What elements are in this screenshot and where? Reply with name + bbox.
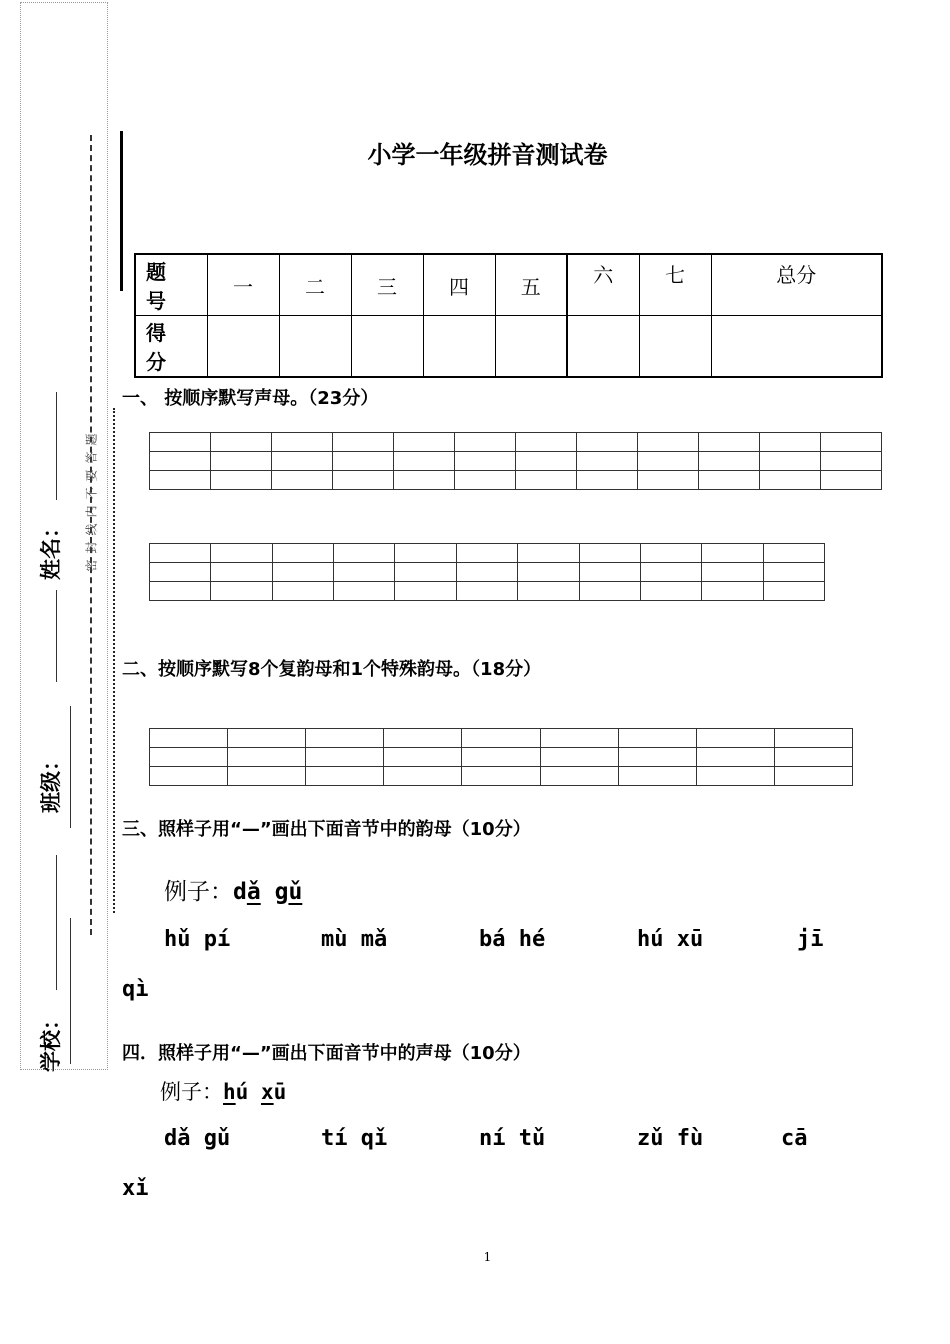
example-4 xyxy=(160,1076,286,1106)
grid-cell[interactable] xyxy=(462,729,540,748)
grid-cell[interactable] xyxy=(455,452,516,471)
score-cell[interactable] xyxy=(423,316,495,378)
grid-row xyxy=(150,767,853,786)
grid-cell[interactable] xyxy=(395,544,456,563)
syllable: zǔ fù xyxy=(637,1126,704,1151)
grid-cell[interactable] xyxy=(456,563,517,582)
grid-cell[interactable] xyxy=(516,452,577,471)
grid-cell[interactable] xyxy=(518,563,579,582)
grid-cell[interactable] xyxy=(579,544,640,563)
name-underline xyxy=(56,392,57,500)
example-syllable-initial: d xyxy=(233,879,247,905)
example-label: 例子： xyxy=(164,879,233,905)
grid-cell[interactable] xyxy=(462,748,540,767)
grid-cell[interactable] xyxy=(306,767,384,786)
example-syllable-final: ú xyxy=(235,1080,249,1104)
grid-cell[interactable] xyxy=(638,452,699,471)
grid-cell[interactable] xyxy=(577,452,638,471)
grid-cell[interactable] xyxy=(456,544,517,563)
grid-cell[interactable] xyxy=(518,582,579,601)
header-q1: 一 xyxy=(207,254,279,316)
score-header-row xyxy=(135,254,882,316)
grid-cell[interactable] xyxy=(272,452,333,471)
grid-cell[interactable] xyxy=(395,582,456,601)
grid-cell[interactable] xyxy=(150,748,228,767)
grid-cell[interactable] xyxy=(211,563,272,582)
grid-cell[interactable] xyxy=(228,729,306,748)
grid-cell[interactable] xyxy=(516,471,577,490)
grid-cell[interactable] xyxy=(150,729,228,748)
grid-cell[interactable] xyxy=(306,729,384,748)
grid-cell[interactable] xyxy=(150,582,211,601)
writing-grid-3[interactable] xyxy=(149,728,853,786)
score-cell[interactable] xyxy=(639,316,711,378)
grid-cell[interactable] xyxy=(763,544,824,563)
section-4-heading: 四．照样子用“—”画出下面音节中的声母（10分） xyxy=(122,1043,531,1064)
grid-cell[interactable] xyxy=(577,433,638,452)
name-underline-lower xyxy=(56,590,57,682)
example-syllable-final-underlined: ǎ xyxy=(246,879,261,905)
grid-cell[interactable] xyxy=(228,748,306,767)
grid-cell[interactable] xyxy=(640,563,701,582)
grid-cell[interactable] xyxy=(334,544,395,563)
grid-cell[interactable] xyxy=(333,471,394,490)
grid-cell[interactable] xyxy=(702,582,763,601)
example-syllable-initial-underlined: x xyxy=(260,1080,274,1104)
score-table xyxy=(134,253,883,378)
grid-cell[interactable] xyxy=(394,433,455,452)
grid-cell[interactable] xyxy=(760,471,821,490)
grid-cell[interactable] xyxy=(774,767,852,786)
syllable: xǐ xyxy=(122,1176,149,1201)
syllable: mù mǎ xyxy=(321,927,388,952)
grid-cell[interactable] xyxy=(395,563,456,582)
header-q6: 六 xyxy=(567,254,639,316)
grid-cell[interactable] xyxy=(821,433,882,452)
example-label: 例子： xyxy=(160,1080,223,1104)
header-q4: 四 xyxy=(423,254,495,316)
score-label: 得 分 xyxy=(135,316,207,378)
grid-row xyxy=(150,433,882,452)
school-label: 学校： xyxy=(39,1009,63,1072)
grid-cell[interactable] xyxy=(821,452,882,471)
grid-cell[interactable] xyxy=(228,767,306,786)
grid-row xyxy=(150,729,853,748)
grid-cell[interactable] xyxy=(333,452,394,471)
syllable: jī xyxy=(797,927,824,952)
grid-cell[interactable] xyxy=(516,433,577,452)
grid-cell[interactable] xyxy=(150,563,211,582)
grid-cell[interactable] xyxy=(150,471,211,490)
syllable: bá hé xyxy=(479,927,546,952)
grid-cell[interactable] xyxy=(699,452,760,471)
grid-cell[interactable] xyxy=(211,471,272,490)
grid-cell[interactable] xyxy=(211,544,272,563)
grid-cell[interactable] xyxy=(384,729,462,748)
header-q5: 五 xyxy=(495,254,567,316)
syllable: dǎ gǔ xyxy=(164,1126,231,1151)
header-q2: 二 xyxy=(279,254,351,316)
grid-cell[interactable] xyxy=(618,729,696,748)
class-label: 班级： xyxy=(39,750,63,813)
grid-cell[interactable] xyxy=(699,471,760,490)
school-underline xyxy=(70,918,71,1064)
score-value-row xyxy=(135,316,882,378)
grid-cell[interactable] xyxy=(334,563,395,582)
grid-cell[interactable] xyxy=(618,767,696,786)
header-q3: 三 xyxy=(351,254,423,316)
grid-cell[interactable] xyxy=(579,563,640,582)
page-title: 小学一年级拼音测试卷 xyxy=(367,141,608,169)
score-cell[interactable] xyxy=(351,316,423,378)
grid-cell[interactable] xyxy=(763,563,824,582)
question-number-label: 题 号 xyxy=(135,254,207,316)
example-3 xyxy=(164,873,302,906)
grid-cell[interactable] xyxy=(577,471,638,490)
grid-cell[interactable] xyxy=(455,433,516,452)
grid-cell[interactable] xyxy=(763,582,824,601)
grid-cell[interactable] xyxy=(394,452,455,471)
grid-cell[interactable] xyxy=(150,433,211,452)
grid-cell[interactable] xyxy=(394,471,455,490)
grid-cell[interactable] xyxy=(696,748,774,767)
grid-cell[interactable] xyxy=(540,729,618,748)
grid-cell[interactable] xyxy=(384,748,462,767)
grid-cell[interactable] xyxy=(638,471,699,490)
grid-cell[interactable] xyxy=(150,767,228,786)
writing-grid-1[interactable] xyxy=(149,432,882,490)
grid-cell[interactable] xyxy=(306,748,384,767)
grid-cell[interactable] xyxy=(333,433,394,452)
class-underline xyxy=(70,706,71,828)
grid-cell[interactable] xyxy=(150,544,211,563)
grid-cell[interactable] xyxy=(272,433,333,452)
grid-cell[interactable] xyxy=(640,582,701,601)
score-cell[interactable] xyxy=(279,316,351,378)
grid-cell[interactable] xyxy=(640,544,701,563)
grid-cell[interactable] xyxy=(540,748,618,767)
grid-cell[interactable] xyxy=(579,582,640,601)
example-syllable-initial: g xyxy=(274,879,289,905)
grid-cell[interactable] xyxy=(638,433,699,452)
header-q7: 七 xyxy=(639,254,711,316)
grid-cell[interactable] xyxy=(272,563,333,582)
example-syllable-final: ū xyxy=(273,1080,287,1104)
syllable: ní tǔ xyxy=(479,1126,546,1151)
grid-cell[interactable] xyxy=(774,729,852,748)
section-1-heading: 一、 按顺序默写声母。（23分） xyxy=(122,388,379,409)
grid-row xyxy=(150,563,825,582)
grid-row xyxy=(150,452,882,471)
syllable: hǔ pí xyxy=(164,927,231,952)
grid-cell[interactable] xyxy=(455,471,516,490)
grid-cell[interactable] xyxy=(618,748,696,767)
grid-cell[interactable] xyxy=(702,544,763,563)
grid-row xyxy=(150,471,882,490)
grid-cell[interactable] xyxy=(821,471,882,490)
grid-cell[interactable] xyxy=(696,729,774,748)
grid-cell[interactable] xyxy=(211,433,272,452)
grid-cell[interactable] xyxy=(456,582,517,601)
grid-cell[interactable] xyxy=(334,582,395,601)
grid-cell[interactable] xyxy=(150,452,211,471)
grid-cell[interactable] xyxy=(518,544,579,563)
score-cell-total[interactable] xyxy=(711,316,882,378)
example-syllable-initial-underlined: h xyxy=(223,1080,236,1104)
grid-cell[interactable] xyxy=(211,452,272,471)
grid-cell[interactable] xyxy=(696,767,774,786)
example-syllable-final-underlined: ǔ xyxy=(288,879,303,905)
score-cell[interactable] xyxy=(207,316,279,378)
grid-cell[interactable] xyxy=(540,767,618,786)
grid-cell[interactable] xyxy=(699,433,760,452)
grid-row xyxy=(150,544,825,563)
seal-line-notice: 密封线内不要答题 xyxy=(84,427,99,572)
grid-cell[interactable] xyxy=(272,582,333,601)
syllable: tí qǐ xyxy=(321,1126,388,1151)
grid-cell[interactable] xyxy=(272,544,333,563)
grid-row xyxy=(150,748,853,767)
page-number: 1 xyxy=(483,1250,492,1264)
header-total: 总分 xyxy=(711,254,882,316)
syllable: cā xyxy=(781,1126,808,1151)
grid-cell[interactable] xyxy=(272,471,333,490)
score-cell[interactable] xyxy=(567,316,639,378)
score-cell[interactable] xyxy=(495,316,567,378)
grid-cell[interactable] xyxy=(462,767,540,786)
binding-dotted-line xyxy=(113,408,115,913)
grid-row xyxy=(150,582,825,601)
name-label: 姓名： xyxy=(39,517,63,580)
section-2-heading: 二、按顺序默写8个复韵母和1个特殊韵母。（18分） xyxy=(122,659,542,680)
grid-cell[interactable] xyxy=(702,563,763,582)
grid-cell[interactable] xyxy=(774,748,852,767)
grid-cell[interactable] xyxy=(760,452,821,471)
syllable: qì xyxy=(122,977,149,1002)
grid-cell[interactable] xyxy=(760,433,821,452)
grid-cell[interactable] xyxy=(211,582,272,601)
syllable: hú xū xyxy=(637,927,704,952)
class-underline-lower xyxy=(56,855,57,990)
writing-grid-2[interactable] xyxy=(149,543,825,601)
grid-cell[interactable] xyxy=(384,767,462,786)
section-3-heading: 三、照样子用“—”画出下面音节中的韵母（10分） xyxy=(122,819,531,840)
